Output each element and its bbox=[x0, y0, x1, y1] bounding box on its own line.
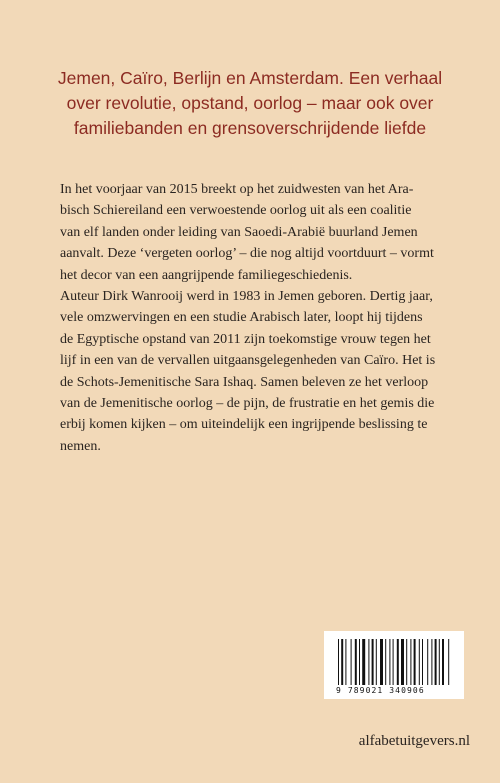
barcode bbox=[324, 631, 464, 699]
barcode-bar bbox=[376, 639, 377, 685]
intro-paragraph bbox=[60, 179, 444, 286]
text-line: lijf in een van de vervallen uitgaansgelegenheden van Caïro. Het is bbox=[60, 353, 436, 369]
text-line: vele omzwervingen en een studie Arabisch later, loopt hij tijdens bbox=[60, 310, 423, 326]
text-line: nemen. bbox=[60, 438, 101, 454]
tagline-line: familiebanden en grensoverschrijdende liefde bbox=[73, 118, 427, 138]
barcode-bar bbox=[419, 639, 420, 685]
barcode-bar bbox=[359, 639, 360, 685]
barcode-bar bbox=[422, 639, 423, 685]
barcode-bar bbox=[435, 639, 437, 685]
barcode-bar bbox=[410, 639, 411, 685]
barcode-bar bbox=[393, 639, 394, 685]
barcode-bar bbox=[448, 639, 449, 685]
publisher-website: alfabetuitgevers.nl bbox=[358, 733, 470, 749]
barcode-bar bbox=[414, 639, 416, 685]
text-line: de Egyptische opstand van 2011 zijn toekomstige vrouw tegen het bbox=[60, 331, 431, 347]
barcode-bar bbox=[355, 639, 357, 685]
text-line: aanvalt. Deze ‘vergeten oorlog’ – die nog altijd voortduurt – vormt bbox=[60, 246, 434, 262]
text-line: In het voorjaar van 2015 breekt op het zuidwesten van het Ara- bbox=[60, 182, 414, 197]
tagline-line: Jemen, Caïro, Berlijn en Amsterdam. Een verhaal bbox=[57, 68, 443, 88]
barcode-bar bbox=[427, 639, 428, 685]
barcode-bar bbox=[385, 639, 386, 685]
barcode-bar bbox=[439, 639, 440, 685]
text-line: erbij komen kijken – om uiteindelijk een ingrijpende beslissing te bbox=[60, 417, 428, 433]
barcode-bar bbox=[397, 639, 399, 685]
barcode-bar bbox=[345, 639, 346, 685]
tagline bbox=[40, 66, 460, 141]
barcode-bar bbox=[338, 639, 339, 685]
barcode-digits: 9 789021 340906 bbox=[336, 686, 425, 695]
text-line: van elf landen onder leiding van Saoedi-Arabië buurland Jemen bbox=[60, 224, 418, 240]
barcode-bar bbox=[380, 639, 383, 685]
barcode-bar bbox=[341, 639, 343, 685]
barcode-bar bbox=[389, 639, 390, 685]
barcode-bar bbox=[351, 639, 352, 685]
text-line: bisch Schiereiland een verwoestende oorlog uit als een coalitie bbox=[60, 203, 412, 219]
barcode-bar bbox=[368, 639, 369, 685]
barcode-bar bbox=[362, 639, 365, 685]
barcode-bar bbox=[442, 639, 444, 685]
text-line: het decor van een aangrijpende familiegeschiedenis. bbox=[60, 267, 353, 283]
barcode-bar bbox=[431, 639, 432, 685]
barcode-bar bbox=[406, 639, 407, 685]
tagline-line: over revolutie, opstand, oorlog – maar ook over bbox=[66, 93, 434, 113]
barcode-bar bbox=[401, 639, 404, 685]
text-line: Auteur Dirk Wanrooij werd in 1983 in Jemen geboren. Dertig jaar, bbox=[60, 289, 433, 304]
text-line: van de Jemenitische oorlog – de pijn, de frustratie en het gemis die bbox=[60, 396, 435, 412]
author-paragraph bbox=[60, 286, 444, 457]
barcode-bar bbox=[372, 639, 374, 685]
text-line: de Schots-Jemenitische Sara Ishaq. Samen beleven ze het verloop bbox=[60, 374, 429, 390]
